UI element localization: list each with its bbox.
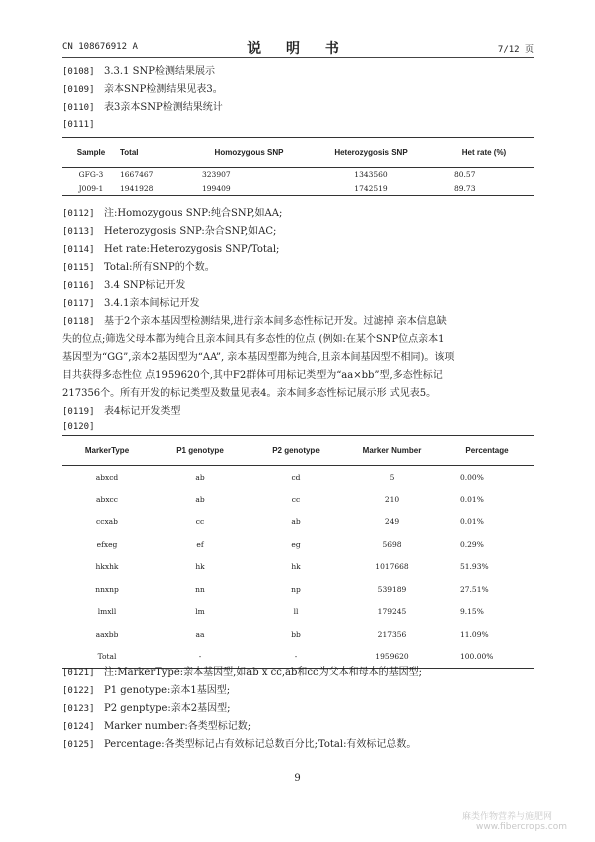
paragraph-number: [0123] <box>62 704 95 714</box>
paragraph-text: 亲本SNP检测结果见表3。 <box>104 84 223 95</box>
column-header: Percentage <box>440 436 534 466</box>
paragraph <box>62 418 538 436</box>
paragraph-number: [0114] <box>62 245 95 255</box>
table-cell: hk <box>195 562 205 572</box>
paragraph-number: [0117] <box>62 299 95 309</box>
table-cell: 11.09% <box>460 629 489 639</box>
paragraph <box>62 259 538 277</box>
paragraph-number: [0109] <box>62 85 95 95</box>
paragraph-number: [0110] <box>62 103 95 113</box>
watermark-url: www.fibercrops.com <box>476 822 567 832</box>
table-cell: 539189 <box>377 584 407 594</box>
table-header-row <box>62 138 534 168</box>
table-caption: 表4标记开发类型 <box>104 406 181 417</box>
table-cell: ll <box>293 607 299 617</box>
table-cell: 179245 <box>377 607 407 617</box>
table-cell: np <box>291 584 301 594</box>
table-cell: 0.01% <box>460 494 484 504</box>
table-cell: 0.01% <box>460 517 484 527</box>
paragraph-number: [0125] <box>62 740 95 750</box>
table-cell: 51.93% <box>460 562 489 572</box>
table-cell: aa <box>195 629 205 639</box>
paragraph <box>62 664 538 682</box>
column-header: P2 genotype <box>248 436 344 466</box>
paragraph-line: 基于2个亲本基因型检测结果,进行亲本间多态性标记开发。过滤掉 亲本信息缺 <box>104 316 447 327</box>
paragraph-text: Marker number:各类型标记数; <box>104 721 252 732</box>
watermark-text: 麻类作物营养与施肥网 <box>462 812 553 822</box>
table-cell: lm <box>195 607 205 617</box>
table-cell: bb <box>291 629 301 639</box>
column-header: Marker Number <box>344 436 440 466</box>
table-cell: 5698 <box>382 539 402 549</box>
table-cell: 1667467 <box>120 170 154 180</box>
section-heading: 3.4 SNP标记开发 <box>104 280 186 291</box>
paragraph-line: 基因型为“GG”,亲本2基因型为“AA”, 亲本基因型都为纯合,且亲本间基因型不相同)。该项 <box>62 352 455 363</box>
table-cell: abxcd <box>95 472 119 482</box>
paragraph <box>62 116 538 134</box>
paragraph-line: 217356个。所有开发的标记类型及数量见表4。亲本间多态性标记展示形 式见表5。 <box>62 388 437 399</box>
table-cell: 5 <box>389 472 395 482</box>
table-cell: nn <box>195 584 205 594</box>
table-cell: 1959620 <box>344 646 440 669</box>
table-row <box>62 601 534 624</box>
paragraph <box>62 205 538 223</box>
paragraph-text: 3.3.1 SNP检测结果展示 <box>104 66 215 77</box>
table-cell: 9.15% <box>460 607 484 617</box>
table-cell: 1941928 <box>120 182 190 196</box>
column-header: Heterozygosis SNP <box>308 138 434 168</box>
table-cell: 0.00% <box>460 472 484 482</box>
paragraph-number: [0124] <box>62 722 95 732</box>
table-cell: ab <box>195 472 205 482</box>
table-cell: cc <box>195 517 205 527</box>
table-row <box>62 511 534 534</box>
table-cell: 27.51% <box>460 584 489 594</box>
table-cell: 1017668 <box>375 562 409 572</box>
table-cell: J009-1 <box>62 182 120 196</box>
paragraph-number: [0119] <box>62 407 95 417</box>
table-cell: Total <box>62 646 152 669</box>
header-rule <box>62 57 534 58</box>
paragraph-line: 失的位点;筛选父母本都为纯合且亲本间具有多态性的位点 (例如:在某个SNP位点亲本1 <box>62 334 445 345</box>
table-cell: 80.57 <box>454 170 476 180</box>
table-cell: 199409 <box>190 182 308 196</box>
table-row <box>62 168 534 182</box>
table-cell: - <box>152 646 248 669</box>
document-title: 说 明 书 <box>247 41 349 57</box>
table-cell: 210 <box>384 494 400 504</box>
paragraph-text: P2 genptype:亲本2基因型; <box>104 703 231 714</box>
table-caption: 表3亲本SNP检测结果统计 <box>104 102 223 113</box>
table-cell: 1343560 <box>354 170 388 180</box>
paragraph-0118 <box>62 313 538 403</box>
paragraph-text: Total:所有SNP的个数。 <box>104 262 215 273</box>
table-cell: 217356 <box>377 629 407 639</box>
table-cell: 100.00% <box>440 646 534 669</box>
table-cell: aaxbb <box>95 629 119 639</box>
snp-results-table <box>62 137 534 196</box>
table-cell: eg <box>291 539 301 549</box>
table-cell: cd <box>291 472 301 482</box>
paragraph-text: 注:Homozygous SNP:纯合SNP,如AA; <box>104 208 283 219</box>
table-header-row <box>62 436 534 466</box>
table-cell: hkxhk <box>95 562 119 572</box>
paragraph <box>62 295 538 313</box>
table-row <box>62 182 534 196</box>
paragraph-text: 注:MarkerType:亲本基因型,如ab x cc,ab和cc为父本和母本的基因型; <box>104 667 422 678</box>
table-cell: nnxnp <box>95 584 119 594</box>
column-header: MarkerType <box>62 436 152 466</box>
table-cell: 0.29% <box>460 539 484 549</box>
paragraph-text: Percentage:各类型标记占有效标记总数百分比;Total:有效标记总数。 <box>104 739 417 750</box>
paragraph <box>62 241 538 259</box>
paragraph-line: 目共获得多态性位 点1959620个,其中F2群体可用标记类型为“aa×bb”型,多态性标记 <box>62 370 443 381</box>
paragraph-number: [0118] <box>62 317 95 327</box>
column-header: Het rate (%) <box>434 138 534 168</box>
paragraph <box>62 700 538 718</box>
publication-number: CN 108676912 A <box>62 42 138 52</box>
paragraph-text: Het rate:Heterozygosis SNP/Total; <box>104 244 280 255</box>
paragraph-text: Heterozygosis SNP:杂合SNP,如AC; <box>104 226 277 237</box>
paragraph <box>62 223 538 241</box>
table-row <box>62 488 534 511</box>
paragraph-number: [0116] <box>62 281 95 291</box>
paragraph <box>62 736 538 754</box>
table-row <box>62 466 534 489</box>
table-cell: ccxab <box>96 517 118 527</box>
paragraph-text: P1 genotype:亲本1基因型; <box>104 685 231 696</box>
table-cell: hk <box>291 562 301 572</box>
table-cell: abxcc <box>96 494 118 504</box>
page-of-total: 7/12 页 <box>497 45 534 55</box>
table-cell: lmxll <box>97 607 117 617</box>
column-header: Sample <box>62 138 120 168</box>
table-cell: 89.73 <box>434 182 534 196</box>
table-cell: 249 <box>384 517 400 527</box>
table-cell: efxeg <box>96 539 118 549</box>
paragraph <box>62 99 538 117</box>
paragraph-number: [0111] <box>62 120 95 130</box>
table-cell: 1742519 <box>308 182 434 196</box>
paragraph-number: [0112] <box>62 209 95 219</box>
table-cell: ef <box>196 539 204 549</box>
paragraph-number: [0121] <box>62 668 95 678</box>
table-cell: ab <box>291 517 301 527</box>
page-number: 9 <box>294 773 301 784</box>
table-row <box>62 623 534 646</box>
table-row <box>62 556 534 579</box>
paragraph <box>62 718 538 736</box>
table-cell: GFG-3 <box>78 170 104 180</box>
column-header: Total <box>120 138 190 168</box>
paragraph <box>62 63 538 81</box>
table-cell: - <box>248 646 344 669</box>
paragraph-number: [0108] <box>62 67 95 77</box>
paragraph <box>62 682 538 700</box>
marker-type-table <box>62 435 534 669</box>
table-cell: 323907 <box>202 170 231 180</box>
table-row <box>62 533 534 556</box>
table-cell: ab <box>195 494 205 504</box>
paragraph-number: [0113] <box>62 227 95 237</box>
paragraph-number: [0122] <box>62 686 95 696</box>
column-header: Homozygous SNP <box>190 138 308 168</box>
table-row <box>62 578 534 601</box>
paragraph <box>62 81 538 99</box>
section-heading: 3.4.1亲本间标记开发 <box>104 298 200 309</box>
column-header: P1 genotype <box>152 436 248 466</box>
table-cell: cc <box>291 494 301 504</box>
paragraph-number: [0115] <box>62 263 95 273</box>
paragraph-number: [0120] <box>62 422 95 432</box>
paragraph <box>62 277 538 295</box>
